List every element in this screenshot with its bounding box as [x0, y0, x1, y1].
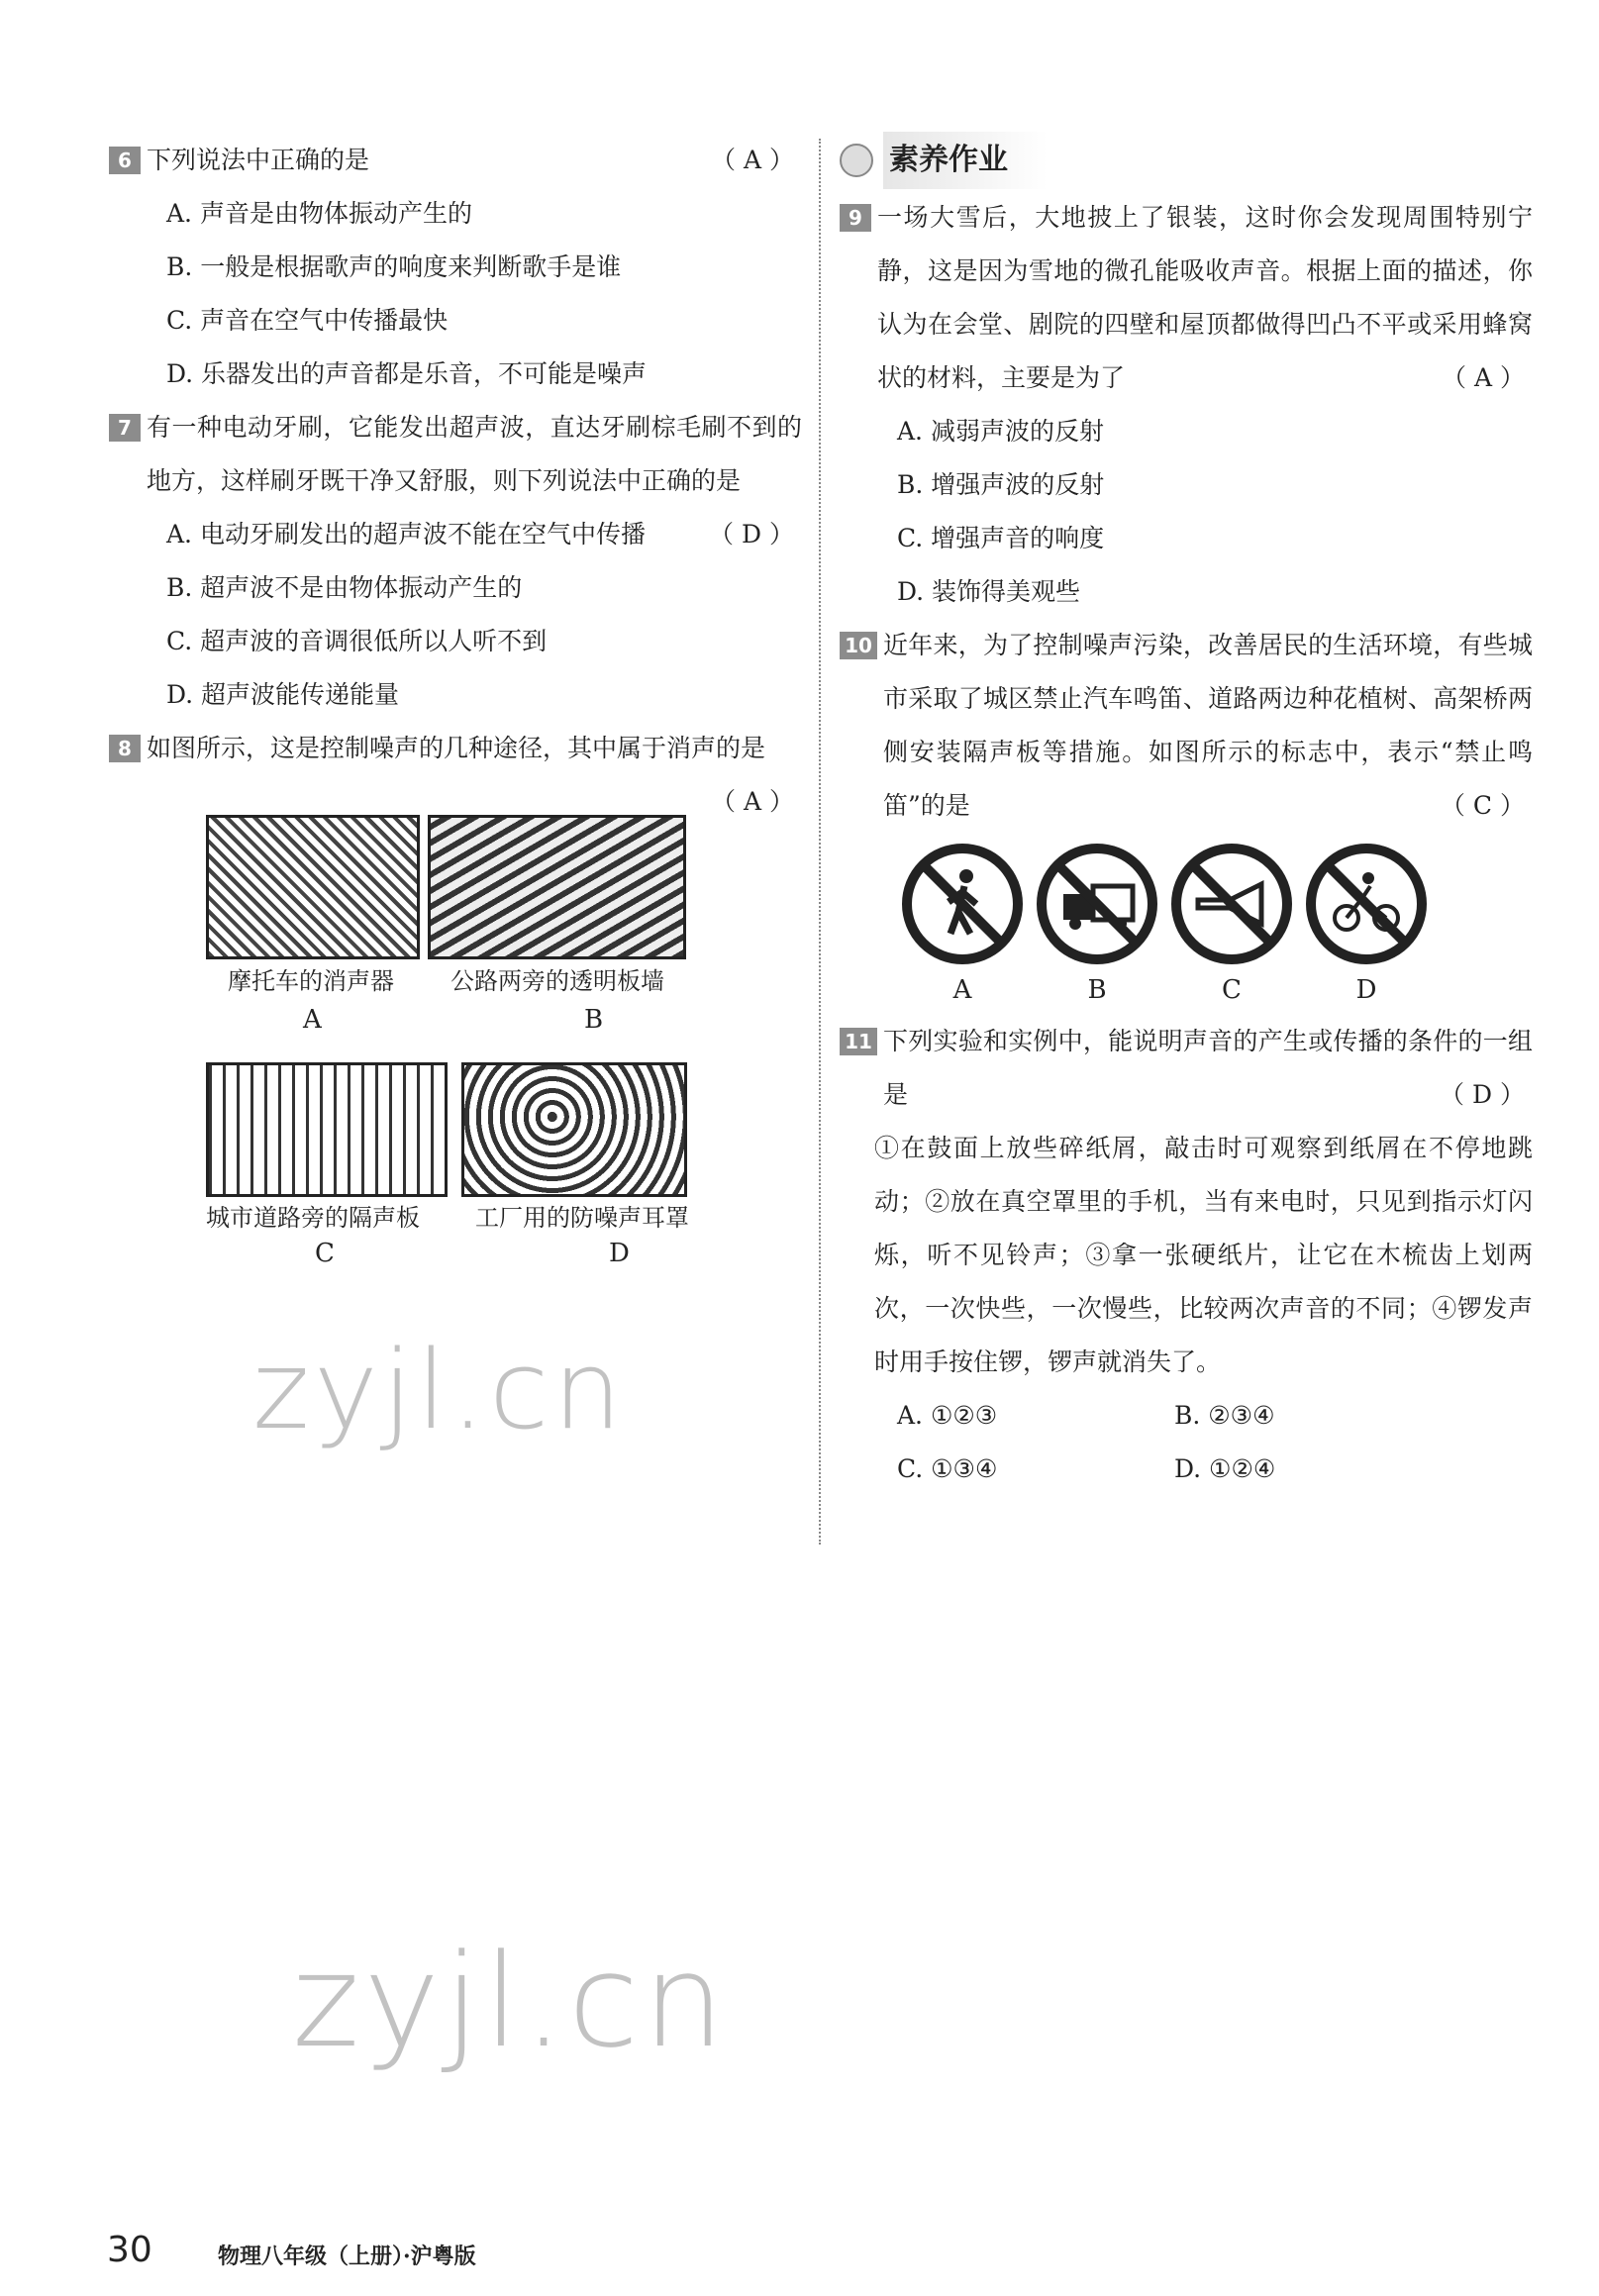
question-number: 8: [109, 735, 141, 762]
sign-d: [1303, 843, 1430, 1015]
option-row: [840, 1389, 1533, 1443]
question-stem: 下列实验和实例中，能说明声音的产生或传播的条件的一组是: [883, 1027, 1533, 1109]
page-number: 30: [107, 2230, 152, 2270]
option-b: B. 一般是根据歌声的响度来判断歌手是谁: [166, 252, 622, 281]
option-row: [840, 1443, 1533, 1496]
figure-grid: [109, 775, 802, 1369]
figure-caption: 城市道路旁的隔声板: [206, 1204, 420, 1232]
footer-title: 物理八年级（上册）·沪粤版: [218, 2244, 476, 2269]
option-c: C. ①③④: [897, 1454, 998, 1483]
question-number: 7: [109, 414, 141, 442]
figure-transparent-wall: [428, 815, 686, 959]
figure-letter: D: [609, 1239, 630, 1268]
section-title: 素养作业: [883, 132, 1048, 189]
section-header: [840, 134, 1533, 187]
option-d: D. 超声波能传递能量: [166, 680, 400, 709]
section-icon: [840, 144, 873, 177]
sign-label: B: [1087, 975, 1107, 1005]
figure-caption: 工厂用的防噪声耳罩: [475, 1204, 689, 1232]
question-stem: 一场大雪后，大地披上了银装，这时你会发现周围特别宁静，这是因为雪地的微孔能吸收声音。根据上面的描述，你认为在会堂、剧院的四壁和屋顶都做得凹凸不平或采用蜂窝状的材料，主要是为了: [877, 203, 1533, 392]
option-a: A. 声音是由物体振动产生的: [166, 199, 472, 228]
sign-b: [1034, 843, 1160, 1015]
option-b: B. ②③④: [1174, 1401, 1275, 1430]
sign-a: [899, 843, 1026, 1015]
question-number: 11: [840, 1028, 877, 1055]
option-c: C. 增强声音的响度: [897, 524, 1105, 552]
answer: （C）: [1440, 791, 1533, 820]
question-stem: 有一种电动牙刷，它能发出超声波，直达牙刷棕毛刷不到的地方，这样刷牙既干净又舒服，则下列说法中正确的是: [147, 413, 802, 495]
figure-letter: C: [315, 1239, 335, 1268]
answer: （A）: [710, 787, 802, 816]
option-d: D. ①②④: [1174, 1454, 1276, 1483]
sign-row: [840, 843, 1533, 1015]
figure-noise-barrier: [206, 1062, 448, 1197]
no-horn-icon: [1170, 843, 1293, 965]
watermark: zyjl.cn: [252, 1327, 627, 1453]
answer: （A）: [710, 146, 802, 174]
option-d: D. 装饰得美观些: [897, 577, 1081, 606]
question-detail: ①在鼓面上放些碎纸屑，敲击时可观察到纸屑在不停地跳动；②放在真空罩里的手机，当有来电时，只见到指示灯闪烁，听不见铃声；③拿一张硬纸片，让它在木梳齿上划两次，一次快些，一次慢些，比较两次声音的不同；④锣发声时用手按住锣，锣声就消失了。: [874, 1134, 1533, 1376]
option-c: C. 声音在空气中传播最快: [166, 306, 449, 335]
option-a: A. ①②③: [897, 1401, 998, 1430]
question-7: [109, 401, 802, 722]
question-stem: 近年来，为了控制噪声污染，改善居民的生活环境，有些城市采取了城区禁止汽车鸣笛、道路两边种花植树、高架桥两侧安装隔声板等措施。如图所示的标志中，表示“禁止鸣笛”的是: [883, 631, 1533, 820]
sign-label: A: [952, 975, 972, 1005]
question-number: 9: [840, 204, 871, 232]
sign-c: [1168, 843, 1295, 1015]
option-b: B. 增强声波的反射: [897, 470, 1105, 499]
column-divider: [819, 139, 821, 1545]
figure-ear-muffs: [461, 1062, 687, 1197]
answer: （A）: [1441, 363, 1533, 392]
question-6: [109, 134, 802, 401]
no-bicycle-icon: [1305, 843, 1428, 965]
no-pedestrian-icon: [901, 843, 1024, 965]
option-a: A. 减弱声波的反射: [897, 417, 1104, 446]
answer: （D）: [1439, 1080, 1533, 1109]
figure-letter: B: [584, 1005, 604, 1035]
option-d: D. 乐器发出的声音都是乐音，不可能是噪声: [166, 359, 648, 388]
left-column: [109, 134, 802, 1369]
figure-motorcycle-muffler: [206, 815, 420, 959]
question-8: [109, 722, 802, 1369]
option-a: A. 电动牙刷发出的超声波不能在空气中传播: [166, 520, 646, 549]
option-c: C. 超声波的音调很低所以人听不到: [166, 627, 548, 655]
figure-letter: A: [303, 1005, 322, 1035]
no-truck-icon: [1036, 843, 1158, 965]
question-9: [840, 191, 1533, 619]
watermark: zyjl.cn: [292, 1926, 729, 2076]
question-10: [840, 619, 1533, 1015]
question-stem: 下列说法中正确的是: [147, 146, 370, 174]
question-number: 6: [109, 147, 141, 174]
question-stem: 如图所示，这是控制噪声的几种途径，其中属于消声的是: [147, 734, 766, 762]
sign-label: C: [1222, 975, 1242, 1005]
right-column: [840, 134, 1533, 1496]
figure-caption: 公路两旁的透明板墙: [450, 967, 664, 995]
question-number: 10: [840, 632, 877, 659]
option-b: B. 超声波不是由物体振动产生的: [166, 573, 523, 602]
sign-label: D: [1355, 975, 1377, 1005]
question-11: [840, 1015, 1533, 1496]
figure-caption: 摩托车的消声器: [228, 967, 394, 995]
answer: （D）: [708, 520, 802, 549]
